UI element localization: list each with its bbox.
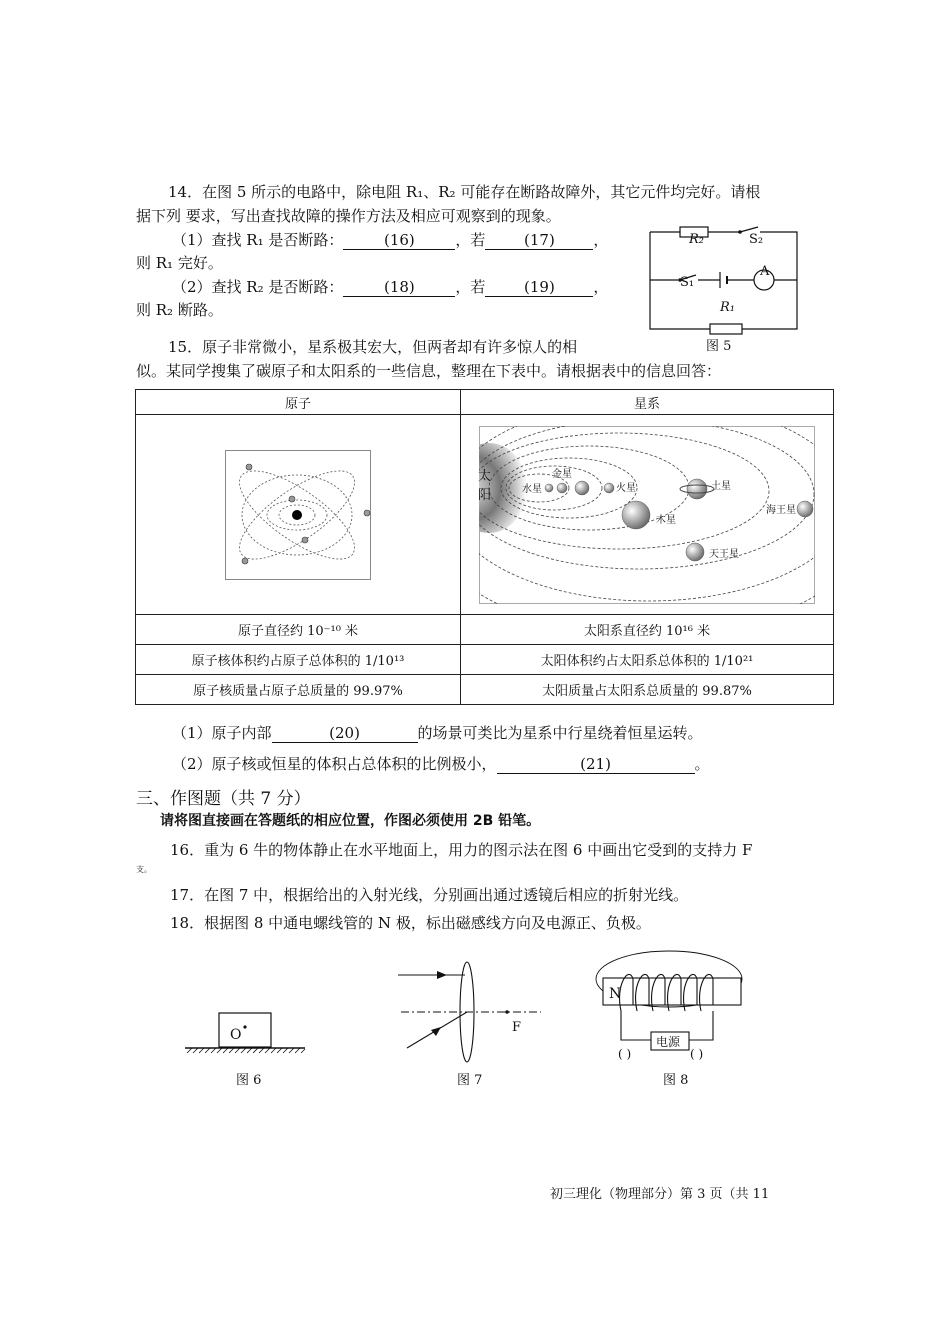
answer-blank-16[interactable]: (16)	[343, 231, 455, 250]
label-jupiter: 木星	[656, 515, 676, 526]
q14-part2: （2）查找 R₂ 是否断路： (18) ，若 (19) ，	[172, 278, 609, 296]
sun-mass-ratio: 太阳质量占太阳系总质量的 99.87%	[461, 675, 834, 705]
fig5-r2-label: R₂	[689, 232, 704, 247]
answer-blank-20[interactable]: (20)	[272, 724, 418, 743]
figure-6-block	[183, 1010, 308, 1055]
solar-system-image	[479, 426, 815, 604]
fig6-o-label: O	[230, 1027, 242, 1043]
label-uranus: 天王星	[709, 549, 739, 560]
table-head-galaxy: 星系	[461, 390, 834, 415]
q14-part1-end: 则 R₁ 完好。	[136, 254, 223, 272]
page-footer: 初三理化（物理部分）第 3 页（共 11	[550, 1187, 770, 1202]
atom-model-image	[225, 450, 371, 580]
fig6-caption: 图 6	[236, 1073, 262, 1088]
fig8-left-pole-blank[interactable]: ( )	[618, 1047, 632, 1061]
q14-line2: 据下列 要求，写出查找故障的操作方法及相应可观察到的现象。	[136, 207, 561, 225]
q16-line2: 支。	[136, 865, 152, 874]
label-saturn: 土星	[711, 481, 731, 492]
q15-answer-2: （2）原子核或恒星的体积占总体积的比例极小， (21) 。	[172, 755, 710, 773]
section3-title: 三、作图题（共 7 分）	[136, 789, 311, 809]
sun-volume-ratio: 太阳体积约占太阳系总体积的 1/10²¹	[461, 645, 834, 675]
label-mercury: 水星	[522, 484, 542, 495]
atom-diameter: 原子直径约 10⁻¹⁰ 米	[136, 615, 461, 645]
figure-7-lens	[395, 960, 545, 1065]
answer-blank-19[interactable]: (19)	[485, 278, 593, 297]
q15-answer-1: （1）原子内部 (20) 的场景可类比为星系中行星绕着恒星运转。	[172, 724, 703, 742]
fig5-caption: 图 5	[706, 339, 732, 354]
q14-part1: （1）查找 R₁ 是否断路： (16) ，若 (17) ，	[172, 231, 609, 249]
label-sun: 太	[478, 469, 492, 484]
q18-text: 18．根据图 8 中通电螺线管的 N 极，标出磁感线方向及电源正、负极。	[170, 914, 651, 932]
label-sun-2: 阳	[478, 488, 492, 503]
table-head-atom: 原子	[136, 390, 461, 415]
fig8-caption: 图 8	[663, 1073, 689, 1088]
fig8-north-label: N	[609, 986, 622, 1002]
label-venus: 金星	[552, 469, 572, 480]
fig8-power-label: 电源	[656, 1035, 681, 1049]
fig8-right-pole-blank[interactable]: ( )	[690, 1047, 704, 1061]
fig5-s1-label: S₁	[680, 275, 695, 290]
q17-text: 17．在图 7 中，根据给出的入射光线，分别画出通过透镜后相应的折射光线。	[170, 886, 689, 904]
answer-blank-17[interactable]: (17)	[485, 231, 593, 250]
q16-line1: 16．重为 6 牛的物体静止在水平地面上，用力的图示法在图 6 中画出它受到的支持力 F	[170, 841, 753, 859]
nucleus-mass-ratio: 原子核质量占原子总质量的 99.97%	[136, 675, 461, 705]
answer-blank-18[interactable]: (18)	[343, 278, 455, 297]
q15-line1: 15．原子非常微小，星系极其宏大，但两者却有许多惊人的相	[168, 338, 578, 356]
fig5-ammeter-label: A	[760, 264, 770, 279]
q14-part2-end: 则 R₂ 断路。	[136, 301, 223, 319]
fig7-focus-label: F	[512, 1020, 522, 1035]
answer-blank-21[interactable]: (21)	[497, 755, 695, 774]
section3-note: 请将图直接画在答题纸的相应位置，作图必须使用 2B 铅笔。	[160, 813, 541, 829]
label-neptune: 海王星	[766, 505, 796, 516]
nucleus-volume-ratio: 原子核体积约占原子总体积的 1/10¹³	[136, 645, 461, 675]
fig7-caption: 图 7	[457, 1073, 483, 1088]
fig5-r1-label: R₁	[720, 300, 735, 315]
label-mars: 火星	[616, 483, 636, 494]
solar-diameter: 太阳系直径约 10¹⁶ 米	[461, 615, 834, 645]
q14-line1: 14．在图 5 所示的电路中，除电阻 R₁、R₂ 可能存在断路故障外，其它元件均完好。请根	[168, 183, 761, 201]
q15-line2: 似。某同学搜集了碳原子和太阳系的一些信息，整理在下表中。请根据表中的信息回答：	[136, 362, 722, 380]
atom-diagram-cell	[136, 415, 461, 615]
fig5-s2-label: S₂	[749, 232, 764, 247]
